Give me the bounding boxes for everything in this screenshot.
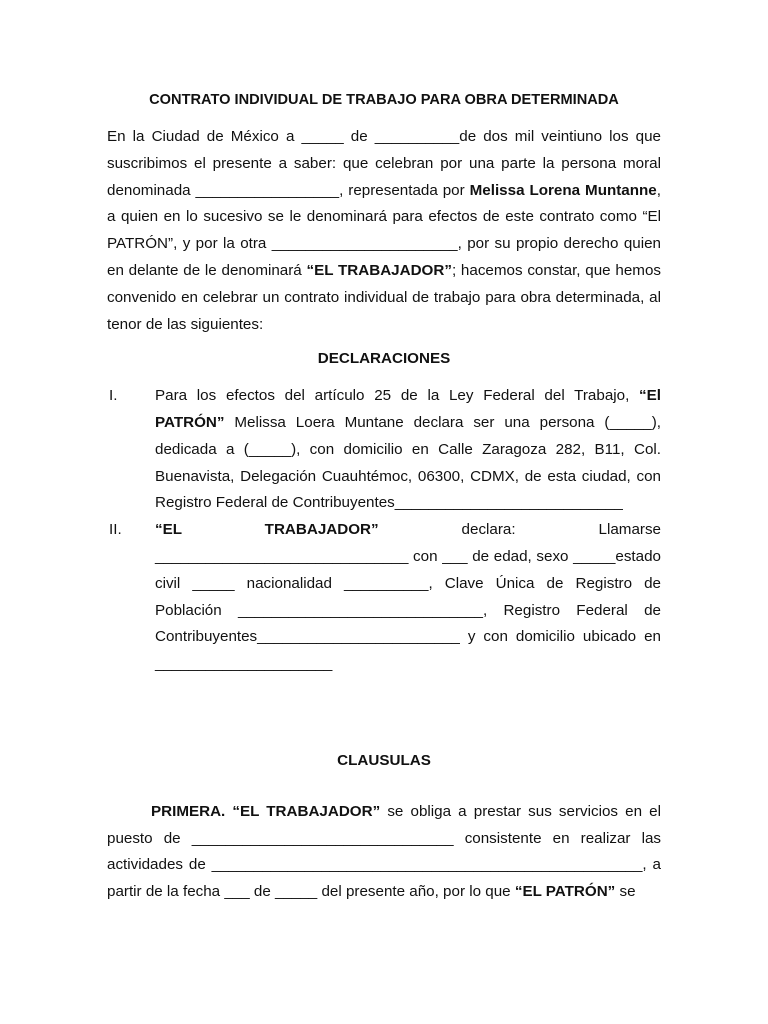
declaracion-number: I. bbox=[109, 387, 118, 405]
clausula-text: se bbox=[615, 883, 636, 901]
declaracion-number: II. bbox=[109, 521, 122, 539]
clausula-primera bbox=[107, 799, 661, 906]
declaracion-item-1 bbox=[107, 383, 661, 517]
clausula-text: se obliga a prestar sus servicios en el puesto de _______________________________ consistente en realizar las actividades de ___________________________________________________, a partir de la fecha ___ de _____ del presente año, por lo que bbox=[107, 802, 661, 901]
intro-paragraph bbox=[107, 124, 661, 338]
trabajador-term: “EL TRABAJADOR” bbox=[155, 521, 379, 539]
clausula-label: PRIMERA. bbox=[151, 802, 226, 820]
document-title: CONTRATO INDIVIDUAL DE TRABAJO PARA OBRA DETERMINADA bbox=[149, 92, 619, 108]
declaracion-item-2 bbox=[107, 517, 661, 678]
declaracion-text: Para los efectos del artículo 25 de la Ley Federal del Trabajo, bbox=[155, 387, 640, 405]
document-body bbox=[107, 90, 661, 906]
clausulas-heading: CLAUSULAS bbox=[337, 751, 431, 769]
patron-term: “El PATRÓN” bbox=[155, 387, 661, 431]
trabajador-term: “EL TRABAJADOR” bbox=[232, 802, 381, 820]
trabajador-term: “EL TRABAJADOR” bbox=[306, 261, 452, 279]
intro-text-2: , a quien en lo sucesivo se le denominará para efectos de este contrato como “El PATRÓN”, y por la otra ______________________, por su propio derecho quien en delante de le denominará bbox=[107, 181, 661, 279]
representative-name: Melissa Lorena Muntanne bbox=[469, 181, 657, 199]
declaraciones-heading: DECLARACIONES bbox=[317, 350, 451, 368]
declaracion-text: Melissa Loera Muntane declara ser una persona (_____), dedicada a (_____), con domicilio en Calle Zaragoza 282, B11, Col. Buenavista, Delegación Cuauhtémoc, 06300, CDMX, de esta ciudad, con Registro Federal de Contribuyentes___________________________ bbox=[155, 413, 661, 512]
intro-text-3: ; hacemos constar, que hemos convenido en celebrar un contrato individual de trabajo para obra determinada, al tenor de las siguientes: bbox=[107, 261, 661, 333]
intro-text-1: En la Ciudad de México a _____ de __________de dos mil veintiuno los que suscribimos el presente a saber: que celebran por una parte la persona moral denominada _________________, representada por bbox=[107, 128, 661, 199]
declaraciones-list bbox=[107, 383, 661, 678]
patron-term: “EL PATRÓN” bbox=[514, 883, 616, 901]
declaracion-text: declara: Llamarse ______________________________ con ___ de edad, sexo _____estado civil _____ nacionalidad __________, Clave Única de Registro de Población _____________________________, Registro Federal de Contribuyentes________________________ y con domicilio ubicado en _____________________ bbox=[155, 521, 661, 673]
